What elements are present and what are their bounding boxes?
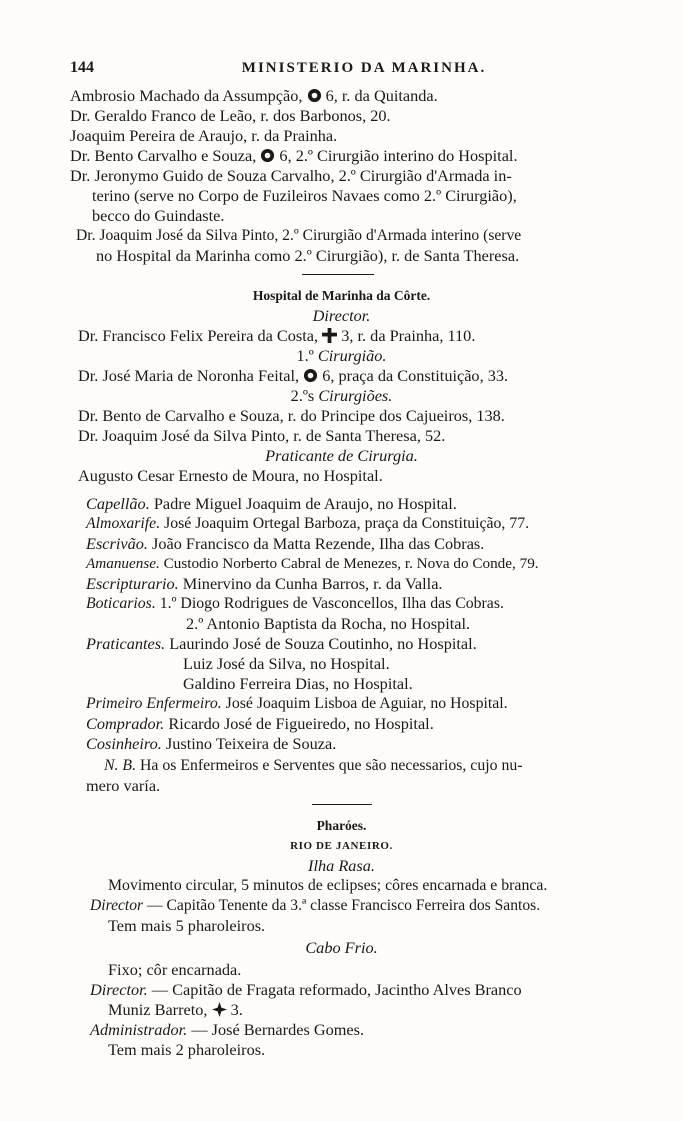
boticarios-entry: Boticarios. 1.º Diogo Rodrigues de Vasconcellos, Ilha das Cobras. bbox=[86, 595, 504, 612]
order-rose-icon bbox=[303, 368, 318, 383]
cirurgiao-label: 1.º Cirurgião. bbox=[296, 346, 387, 365]
page-title: MINISTERIO DA MARINHA. bbox=[241, 60, 487, 76]
director-label: Director. bbox=[312, 306, 371, 325]
order-rose-icon bbox=[307, 88, 322, 103]
order-star-icon bbox=[212, 1002, 227, 1017]
cirurgiao-bento: Dr. Bento de Carvalho e Souza, r. do Principe dos Cajueiros, 138. bbox=[78, 406, 505, 425]
escrivao-entry: Escrivão. João Francisco da Matta Rezende, Ilha das Cobras. bbox=[86, 534, 485, 553]
running-header bbox=[70, 58, 658, 80]
entry-geraldo: Dr. Geraldo Franco de Leão, r. dos Barbonos, 20. bbox=[70, 106, 391, 125]
section-divider bbox=[312, 804, 372, 805]
nota-bene-line1: N. B. Ha os Enfermeiros e Serventes que são necessarios, cujo nu- bbox=[104, 757, 523, 774]
director-entry: Dr. Francisco Felix Pereira da Costa, 3, r. da Prainha, 110. bbox=[78, 326, 476, 345]
boticario-2: 2.º Antonio Baptista da Rocha, no Hospital. bbox=[186, 614, 471, 633]
entry-ambrosio: Ambrosio Machado da Assumpção, 6, r. da Quitanda. bbox=[70, 86, 438, 105]
cabo-frio-heading: Cabo Frio. bbox=[305, 938, 378, 957]
entry-jeronymo-line1: Dr. Jeronymo Guido de Souza Carvalho, 2.º Cirurgião d'Armada in- bbox=[70, 166, 512, 185]
entry-joaquim-jose-line2: no Hospital da Marinha como 2.º Cirurgião), r. de Santa Theresa. bbox=[96, 246, 520, 265]
praticante-label: Praticante de Cirurgia. bbox=[265, 446, 418, 465]
page-number: 144 bbox=[70, 59, 94, 76]
region-label: RIO DE JANEIRO. bbox=[290, 840, 393, 852]
entry-joaquim-jose-line1: Dr. Joaquim José da Silva Pinto, 2.º Cirurgião d'Armada interino (serve bbox=[76, 227, 522, 244]
entry-jeronymo-line3: becco do Guindaste. bbox=[92, 206, 225, 225]
cosinheiro-entry: Cosinheiro. Justino Teixeira de Souza. bbox=[86, 734, 337, 753]
cabo-frio-director: Director. — Capitão de Fragata reformado, Jacintho Alves Branco bbox=[90, 980, 522, 999]
pharoes-heading: Pharóes. bbox=[316, 818, 367, 833]
ilha-rasa-heading: Ilha Rasa. bbox=[308, 856, 375, 875]
ilha-rasa-pharoleiros: Tem mais 5 pharoleiros. bbox=[108, 916, 266, 935]
cirurgiao-joaquim: Dr. Joaquim José da Silva Pinto, r. de Santa Theresa, 52. bbox=[78, 426, 446, 445]
order-cross-icon bbox=[322, 328, 337, 343]
praticante-luiz: Luiz José da Silva, no Hospital. bbox=[183, 654, 390, 673]
entry-jeronymo-line2: terino (serve no Corpo de Fuzileiros Navaes como 2.º Cirurgião), bbox=[92, 186, 517, 205]
cirurgiao-entry: Dr. José Maria de Noronha Feital, 6, praça da Constituição, 33. bbox=[78, 366, 509, 385]
cabo-frio-pharoleiros: Tem mais 2 pharoleiros. bbox=[108, 1040, 266, 1059]
order-rose-icon bbox=[260, 148, 275, 163]
hospital-heading: Hospital de Marinha da Côrte. bbox=[252, 288, 431, 303]
praticantes-entry: Praticantes. Laurindo José de Souza Coutinho, no Hospital. bbox=[86, 634, 477, 653]
cabo-frio-administrador: Administrador. — José Bernardes Gomes. bbox=[90, 1020, 365, 1039]
entry-joaquim-pereira: Joaquim Pereira de Araujo, r. da Prainha. bbox=[70, 126, 338, 145]
praticante-entry: Augusto Cesar Ernesto de Moura, no Hospital. bbox=[78, 466, 383, 485]
ilha-rasa-director: Director — Capitão Tenente da 3.ª classe Francisco Ferreira dos Santos. bbox=[90, 897, 541, 914]
section-divider bbox=[302, 274, 374, 275]
escripturario-entry: Escripturario. Minervino da Cunha Barros, r. da Valla. bbox=[86, 574, 443, 593]
cabo-frio-fixo: Fixo; côr encarnada. bbox=[108, 960, 242, 979]
ilha-rasa-movimento: Movimento circular, 5 minutos de eclipses; côres encarnada e branca. bbox=[108, 877, 548, 894]
cirurgioes-label: 2.ºs Cirurgiões. bbox=[290, 386, 393, 405]
capellao-entry: Capellão. Padre Miguel Joaquim de Araujo, no Hospital. bbox=[86, 494, 457, 513]
nota-bene-line2: mero varía. bbox=[86, 776, 161, 795]
entry-bento: Dr. Bento Carvalho e Souza, 6, 2.º Cirurgião interino do Hospital. bbox=[70, 146, 518, 165]
amanuense-entry: Amanuense. Custodio Norberto Cabral de Menezes, r. Nova do Conde, 79. bbox=[86, 555, 539, 572]
comprador-entry: Comprador. Ricardo José de Figueiredo, no Hospital. bbox=[86, 714, 434, 733]
praticante-galdino: Galdino Ferreira Dias, no Hospital. bbox=[183, 674, 413, 693]
cabo-frio-director-cont: Muniz Barreto, 3. bbox=[108, 1000, 243, 1019]
almoxarife-entry: Almoxarife. José Joaquim Ortegal Barboza, praça da Constituição, 77. bbox=[86, 515, 530, 532]
enfermeiro-entry: Primeiro Enfermeiro. José Joaquim Lisboa de Aguiar, no Hospital. bbox=[86, 695, 508, 712]
